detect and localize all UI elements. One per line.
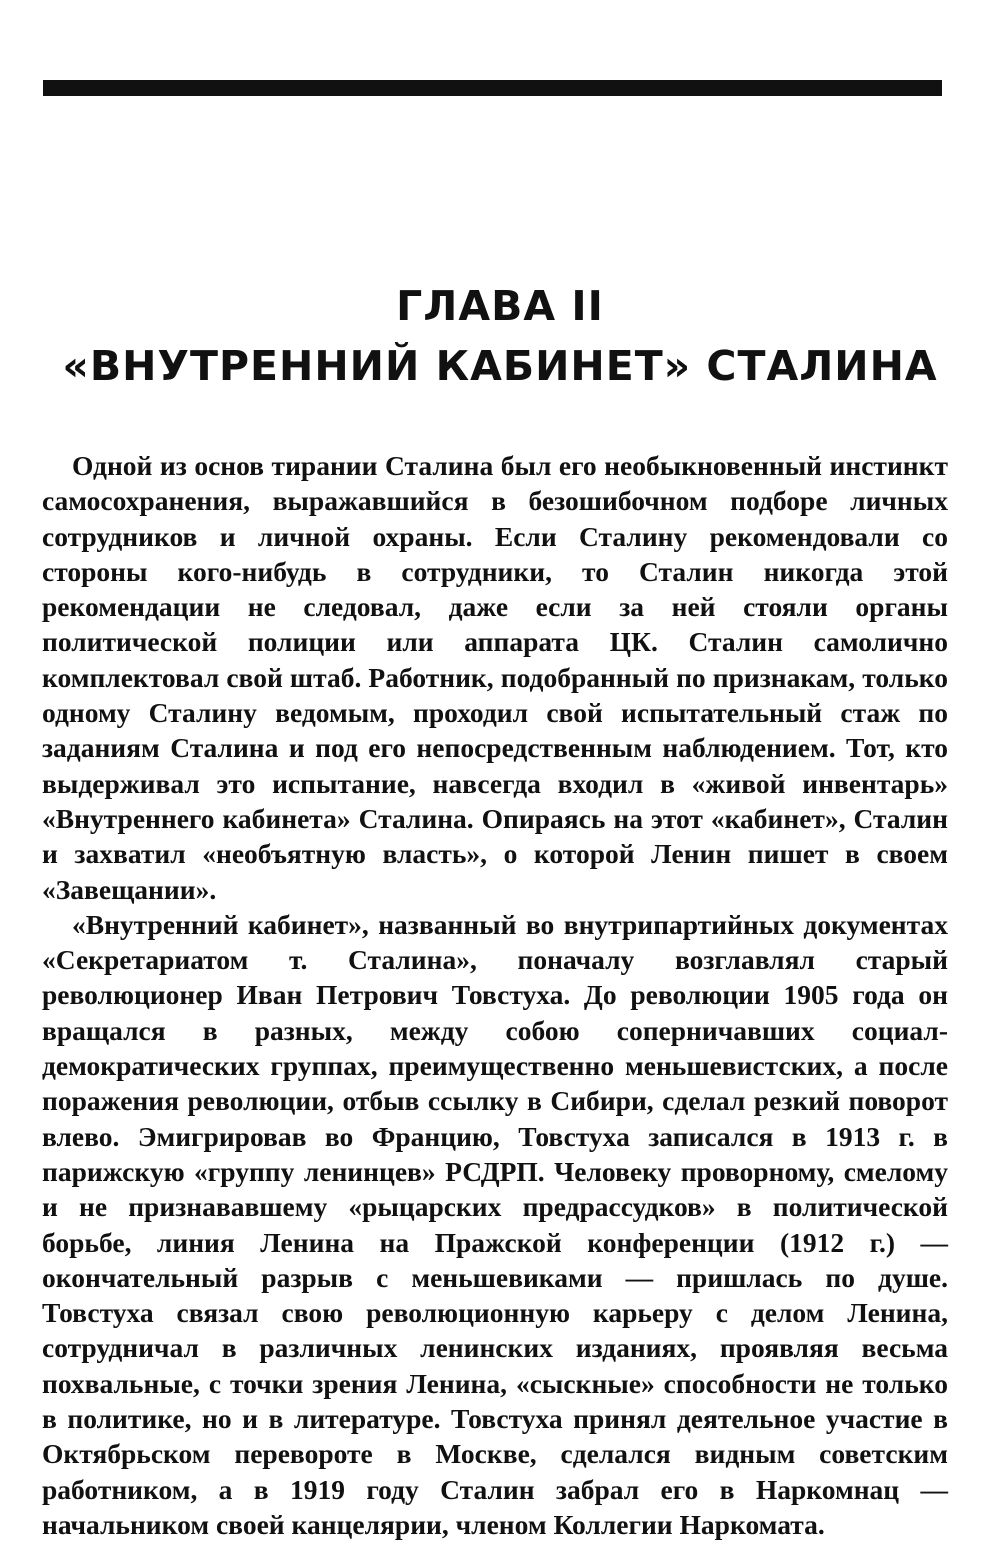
body-text bbox=[42, 448, 948, 1542]
paragraph-2: «Внутренний кабинет», названный во внутрипартийных документах «Секретариатом т. Сталина», поначалу возглавлял старый революционер Иван Петрович Товстуха. До революции 1905 года он вращался в разных, между собою соперничавших социал-демократических группах, преимущественно меньшевистских, а после поражения революции, отбыв ссылку в Сибири, сделал резкий поворот влево. Эмигрировав во Францию, Товстуха записался в 1913 г. в парижскую «группу ленинцев» РСДРП. Человеку проворному, смелому и не признававшему «рыцарских предрассудков» в политической борьбе, линия Ленина на Пражской конференции (1912 г.) — окончательный разрыв с меньшевиками — пришлась по душе. Товстуха связал свою революционную карьеру с делом Ленина, сотрудничал в различных ленинских изданиях, проявляя весьма похвальные, с точки зрения Ленина, «сыскные» способности не только в политике, но и в литературе. Товстуха принял деятельное участие в Октябрьском перевороте в Москве, сделался видным советским работником, а в 1919 году Сталин забрал его в Наркомнац — начальником своей канцелярии, членом Коллегии Наркомата. bbox=[42, 908, 948, 1540]
chapter-number: ГЛАВА II bbox=[396, 282, 604, 330]
chapter-title: «ВНУТРЕННИЙ КАБИНЕТ» СТАЛИНА bbox=[62, 342, 938, 390]
top-rule bbox=[43, 80, 942, 96]
paragraph-1: Одной из основ тирании Сталина был его необыкновенный инстинкт самосохранения, выражавшийся в безошибочном подборе личных сотрудников и личной охраны. Если Сталину рекомендовали со стороны кого-нибудь в сотрудники, то Сталин никогда этой рекомендации не следовал, даже если за ней стояли органы политической полиции или аппарата ЦК. Сталин самолично комплектовал свой штаб. Работник, подобранный по признакам, только одному Сталину ведомым, проходил свой испытательный стаж по заданиям Сталина и под его непосредственным наблюдением. Тот, кто выдерживал это испытание, навсегда входил в «живой инвентарь» «Внутреннего кабинета» Сталина. Опираясь на этот «кабинет», Сталин и захватил «необъятную власть», о которой Ленин пишет в своем «Завещании». bbox=[42, 450, 948, 905]
chapter-heading bbox=[40, 276, 960, 396]
